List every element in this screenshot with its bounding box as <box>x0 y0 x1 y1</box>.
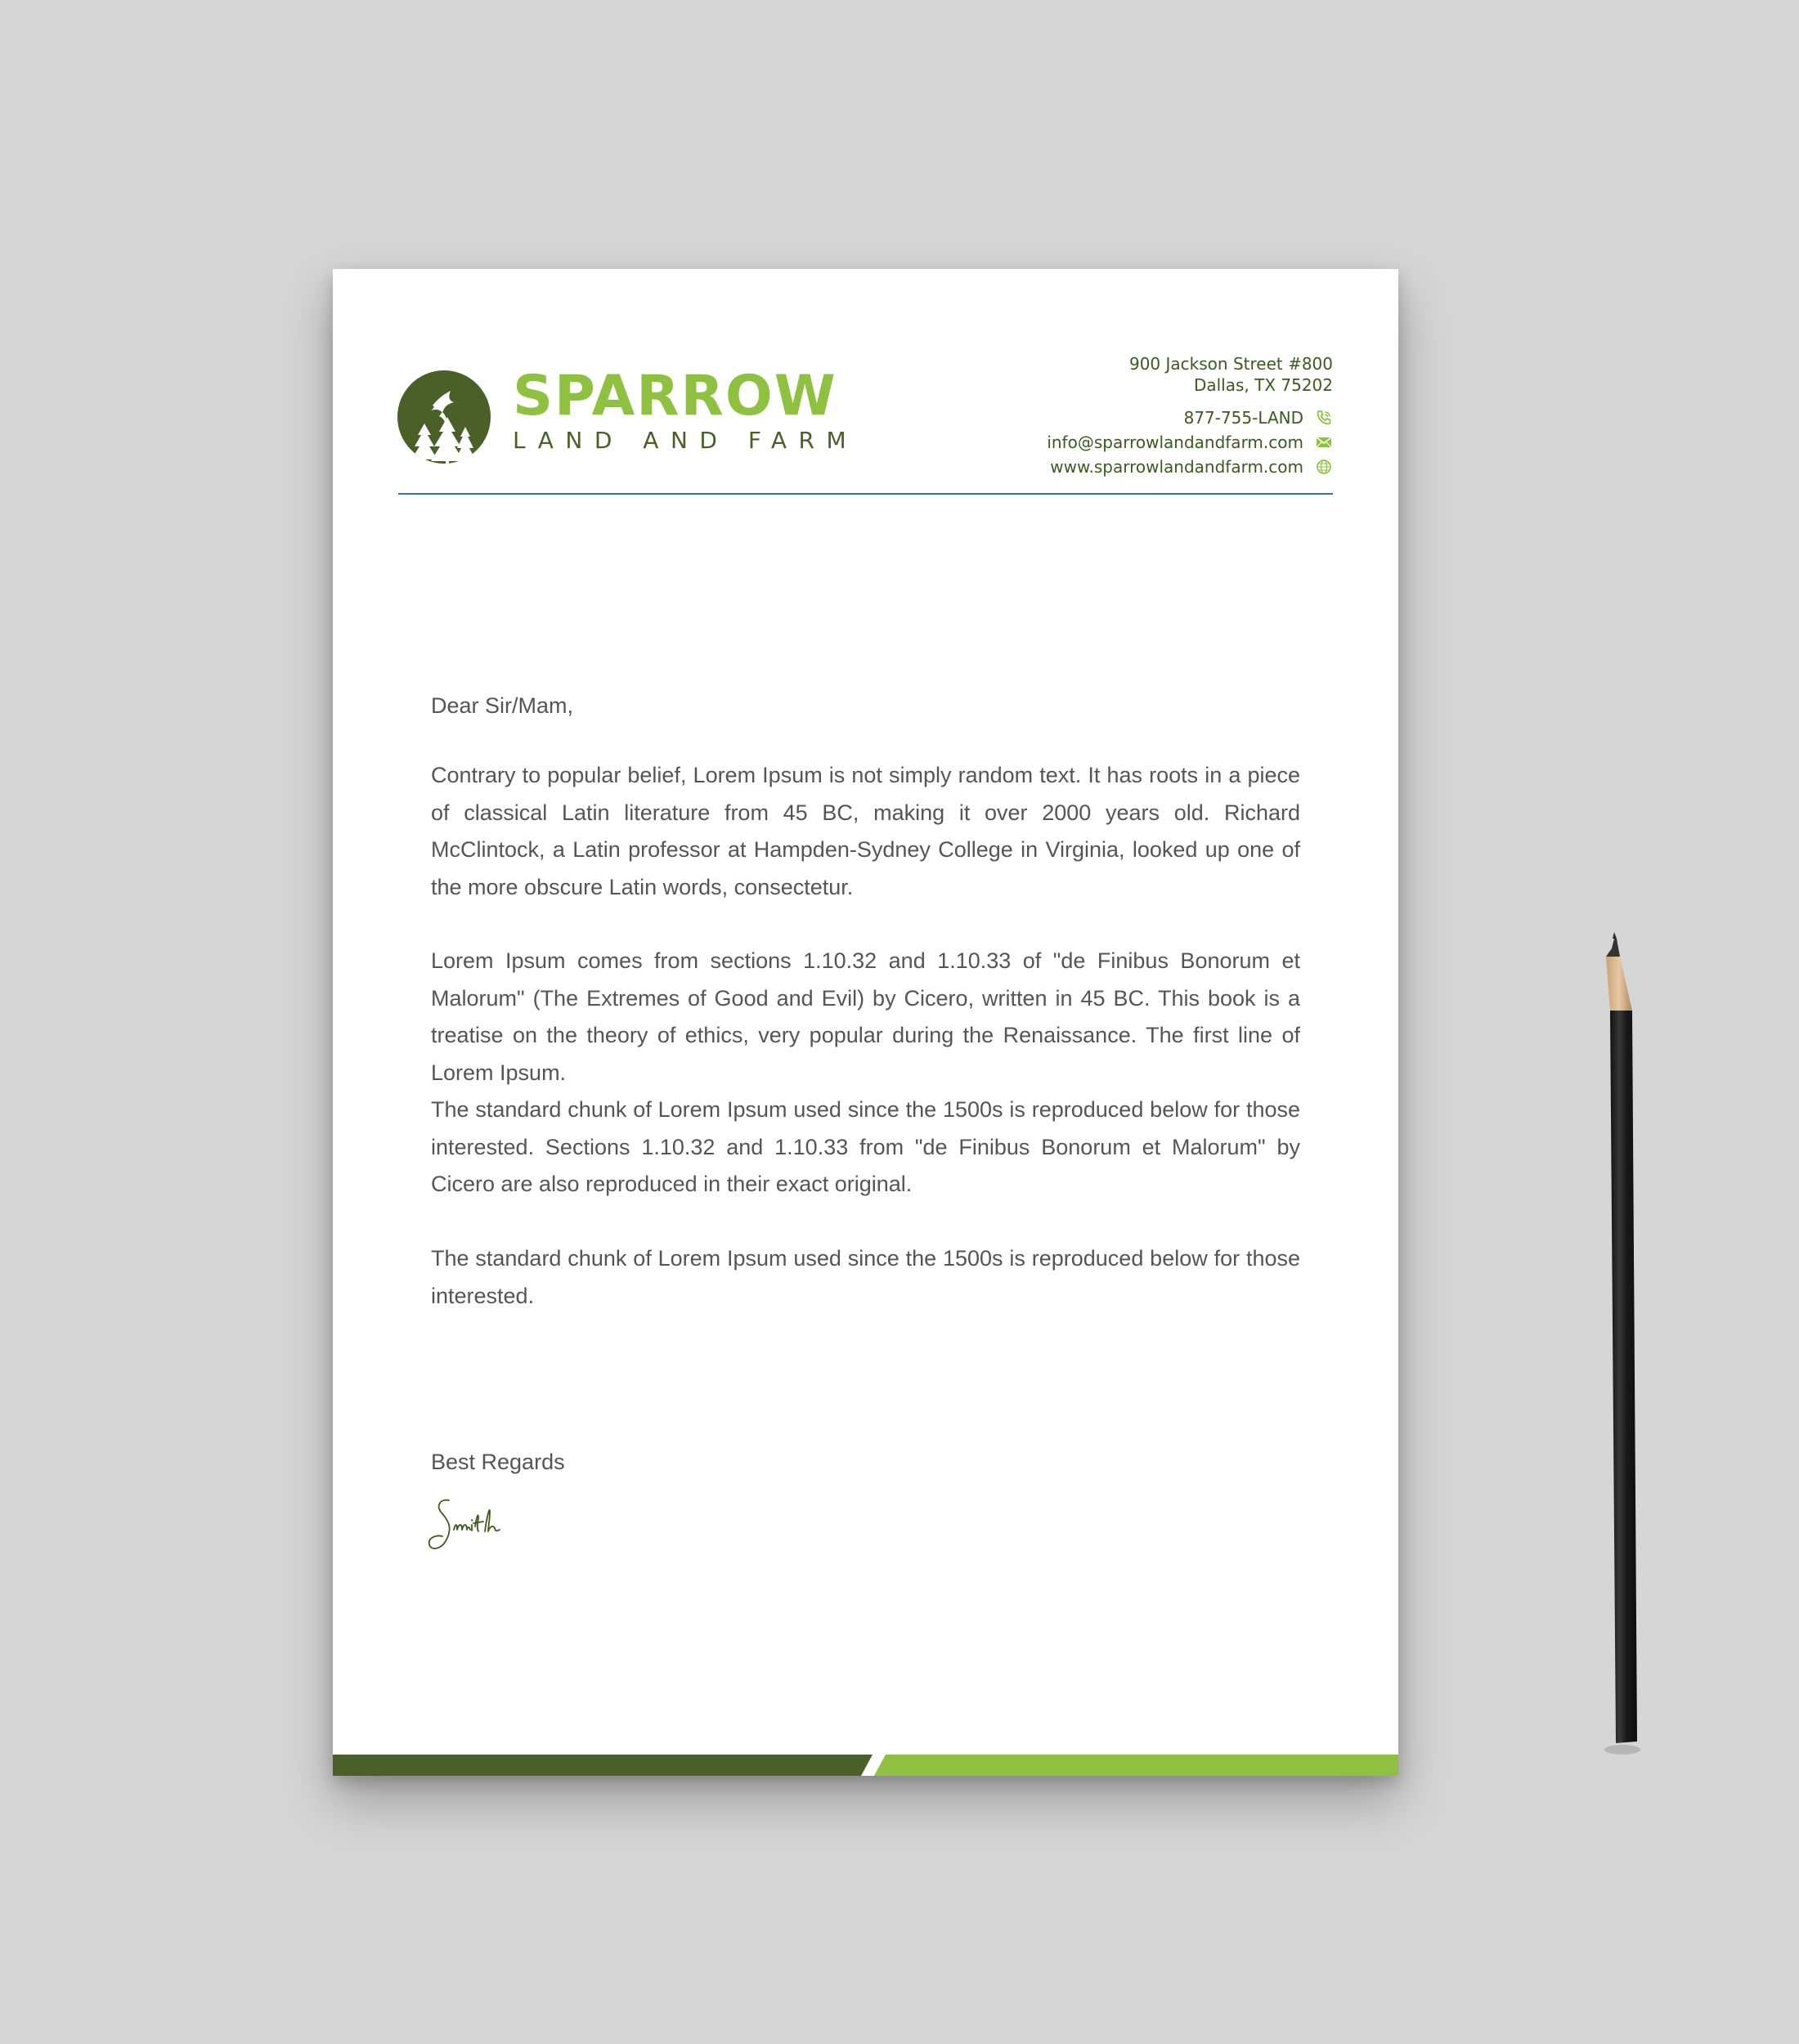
brand-tagline: LAND AND FARM <box>513 427 859 454</box>
letter-paragraph-4: The standard chunk of Lorem Ipsum used since the 1500s is reproduced below for those interested. <box>431 1246 1300 1308</box>
address-line-1: 900 Jackson Street #800 <box>1128 354 1333 374</box>
letter-paragraph-1: Contrary to popular belief, Lorem Ipsum is not simply random text. It has roots in a piece of classical Latin literature from 45 BC, making it over 2000 years old. Richard McClintock, a Latin professor at Hampden-Sydney College in Virginia, looked up one of the more obscure Latin words, consectetur. <box>431 763 1300 899</box>
pencil-prop <box>1595 932 1644 1758</box>
phone-row <box>1047 406 1333 430</box>
phone-number[interactable]: 877-755-LAND <box>1183 408 1303 428</box>
website-row <box>1047 455 1333 479</box>
website-url[interactable]: www.sparrowlandandfarm.com <box>1050 457 1303 477</box>
header-divider <box>398 493 1333 495</box>
brand-name: SPARROW <box>513 364 837 428</box>
handwritten-signature <box>424 1494 523 1559</box>
letter-paragraph-2: Lorem Ipsum comes from sections 1.10.32 and 1.10.33 of "de Finibus Bonorum et Malorum" (The Extremes of Good and Evil) by Cicero, written in 45 BC. This book is a treatise on the theory of ethics, very popular during the Renaissance. The first line of Lorem Ipsum. <box>431 948 1300 1085</box>
bird-over-trees-logo <box>397 370 491 464</box>
letterhead-page <box>333 269 1398 1776</box>
email-address[interactable]: info@sparrowlandandfarm.com <box>1047 433 1303 452</box>
letter-greeting: Dear Sir/Mam, <box>431 693 574 718</box>
contact-block <box>1047 353 1333 479</box>
envelope-icon <box>1315 433 1333 451</box>
letter-closing: Best Regards <box>431 1450 565 1474</box>
phone-icon <box>1315 409 1333 427</box>
letter-paragraph-3: The standard chunk of Lorem Ipsum used since the 1500s is reproduced below for those interested. Sections 1.10.32 and 1.10.33 from "de Finibus Bonorum et Malorum" by Cicero are also reproduced in their exact original. <box>431 1097 1300 1196</box>
footer-color-bar <box>333 1755 1398 1776</box>
email-row <box>1047 430 1333 455</box>
address-line-2: Dallas, TX 75202 <box>1193 375 1333 395</box>
globe-icon <box>1315 458 1333 476</box>
